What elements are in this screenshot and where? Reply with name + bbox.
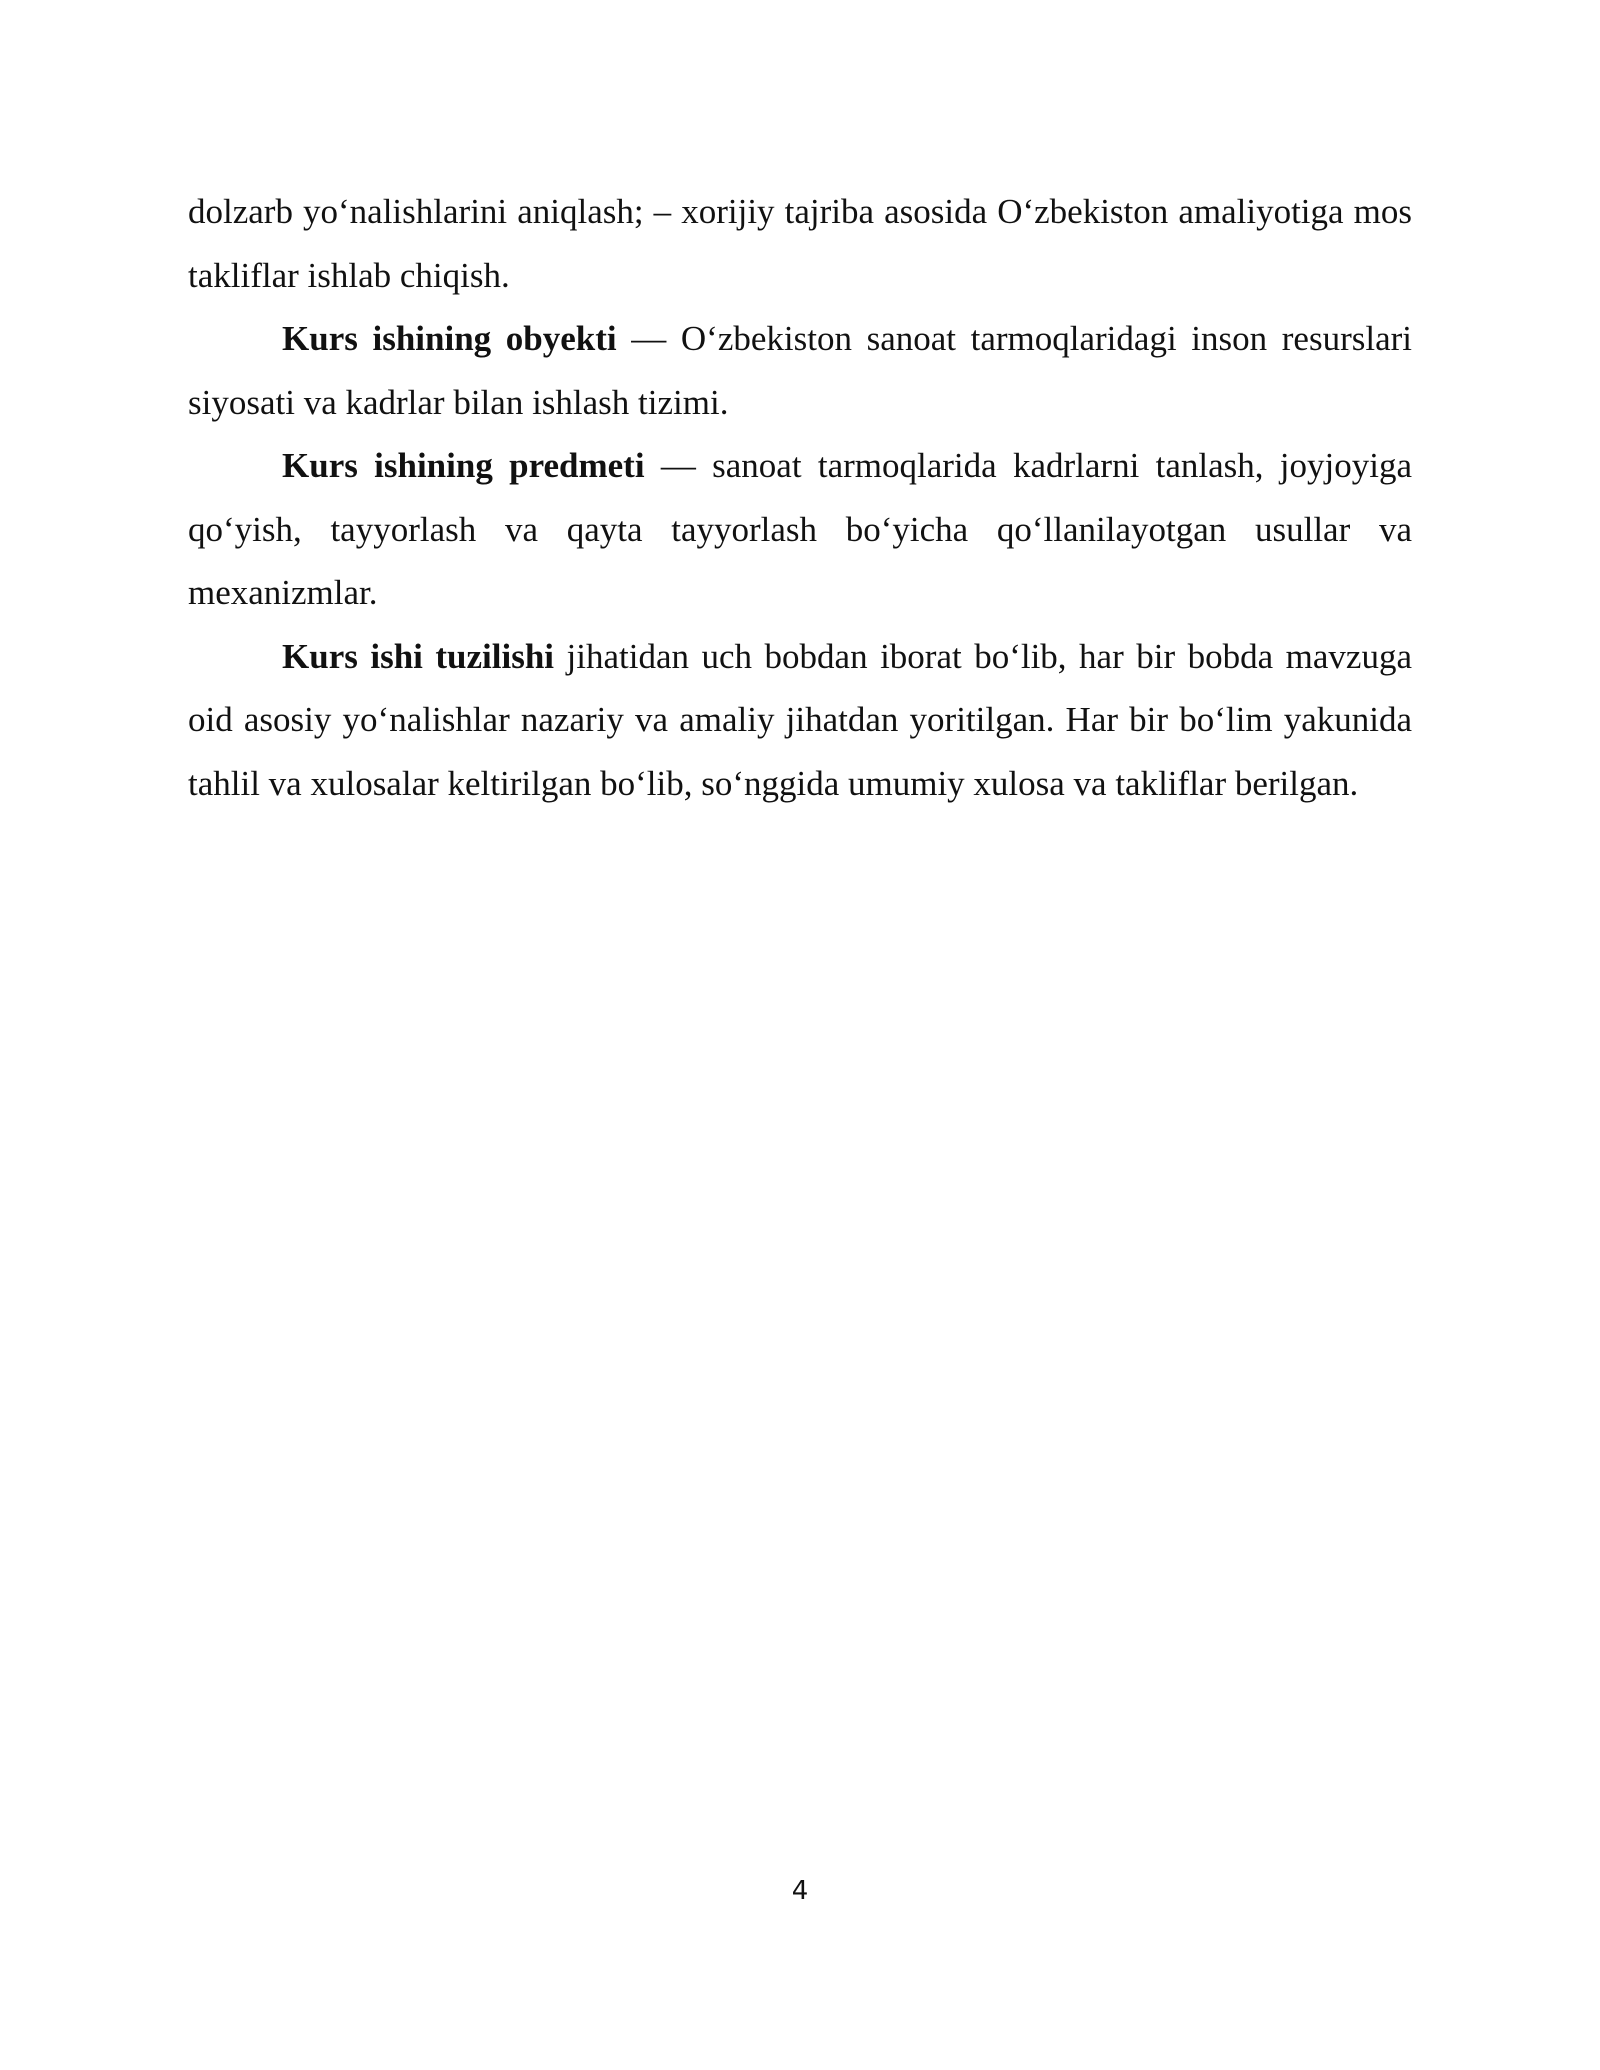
paragraph-text: jihatidan uch bobdan iborat bo‘lib, har bir bobda mavzuga oid asosiy yo‘nalishlar nazariy va amaliy jihatdan yoritilgan. Har bir bo‘lim yakunida tahlil va xulosalar keltirilgan bo‘lib, so‘nggida umumiy xulosa va takliflar berilgan.: [188, 636, 1412, 803]
term-subject: Kurs ishining predmeti: [282, 446, 645, 485]
term-structure: Kurs ishi tuzilishi: [282, 636, 555, 676]
page-number: 4: [791, 1876, 809, 1906]
paragraph-continuation: [188, 180, 1412, 307]
paragraph-object: [188, 307, 1412, 434]
paragraph-structure: [188, 625, 1412, 816]
paragraph-text: — sanoat tarmoqlarida kadrlarni tanlash, joyjoyiga qo‘yish, tayyorlash va qayta tayyorlash bo‘yicha qo‘llanilayotgan usullar va mexanizmlar.: [188, 446, 1412, 612]
term-object: Kurs ishining obyekti: [282, 319, 617, 358]
paragraph-text: — O‘zbekiston sanoat tarmoqlaridagi inson resurslari siyosati va kadrlar bilan ishlash tizimi.: [188, 319, 1412, 422]
paragraph-subject: [188, 434, 1412, 625]
body-text: [188, 180, 1412, 815]
paragraph-text: dolzarb yo‘nalishlarini aniqlash; – xorijiy tajriba asosida O‘zbekiston amaliyotiga mos takliflar ishlab chiqish.: [188, 192, 1412, 295]
